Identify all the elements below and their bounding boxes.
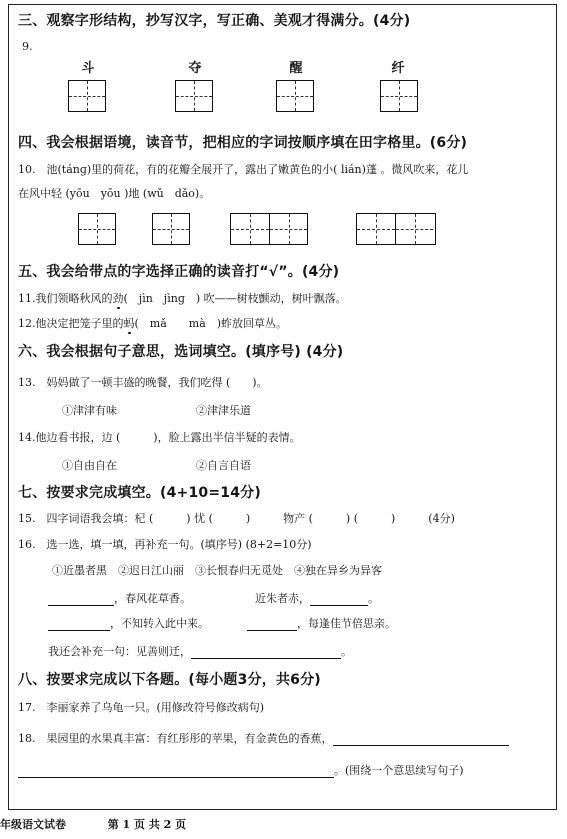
tianzige-box[interactable] (276, 80, 314, 112)
dotted-char: 劲 (112, 292, 124, 305)
question-12: 12.他决定把笼子里的蚂( mǎ mà )蚱放回草丛。 (18, 317, 288, 330)
question-15: 15. 四字词语我会填：杞 ( ) 忧 ( ) 物产 ( ) ( ) (4分) (18, 512, 455, 525)
char-dou: 斗 (81, 61, 95, 76)
question-13: 13. 妈妈做了一顿丰盛的晚餐，我们吃得 ( )。 (18, 376, 268, 389)
answer-blank[interactable] (48, 630, 110, 631)
question-16: 16. 选一选，填一填，再补充一句。(填序号) (8+2=10分) (18, 538, 312, 551)
q16-supplement: 我还会补充一句：见善则迁， 。 (48, 645, 352, 658)
tianzige-double-box[interactable] (356, 213, 436, 245)
section-7-title: 七、按要求完成填空。(4+10=14分) (18, 485, 261, 501)
q16-fill-row-1: ，春风花草香。 近朱者赤， 。 (48, 590, 379, 606)
section-3-title: 三、观察字形结构，抄写汉字，写正确、美观才得满分。(4分) (18, 13, 411, 29)
tianzige-box[interactable] (78, 213, 116, 245)
tianzige-box[interactable] (380, 80, 418, 112)
tianzige-double-box[interactable] (230, 213, 308, 245)
footer-exam-name: 年级语文试卷 (0, 818, 66, 831)
section-8-title: 八、按要求完成以下各题。(每小题3分，共6分) (18, 672, 321, 688)
q16-fill-row-2: ，不知转入此中来。 ，每逢佳节倍思亲。 (48, 615, 396, 631)
q13-option-2: ②津津乐道 (196, 404, 251, 417)
page-footer (0, 816, 186, 832)
tianzige-box[interactable] (175, 80, 213, 112)
answer-blank[interactable] (247, 630, 297, 631)
q13-option-1: ①津津有味 (62, 404, 117, 417)
dotted-char: 蚂 (123, 317, 135, 330)
answer-blank[interactable] (310, 605, 368, 606)
question-17: 17. 李丽家养了乌龟一只。(用修改符号修改病句) (18, 701, 265, 714)
answer-blank[interactable] (191, 658, 341, 659)
char-xing: 醒 (289, 61, 303, 76)
question-14: 14.他边看书报，边 ( )，脸上露出半信半疑的表情。 (18, 431, 301, 444)
question-9-number: 9. (22, 40, 33, 53)
section-5-title: 五、我会给带点的字选择正确的读音打“√”。(4分) (18, 264, 340, 280)
tianzige-box[interactable] (152, 213, 190, 245)
question-18: 18. 果园里的水果真丰富：有红彤彤的苹果，有金黄色的香蕉， (18, 730, 509, 746)
question-10-line2: 在风中轻 (yōu yōu )地 (wǔ dǎo)。 (18, 187, 211, 200)
section-4-title: 四、我会根据语境，读音节，把相应的字词按顺序填在田字格里。(6分) (18, 135, 468, 151)
q14-option-1: ①自由自在 (62, 459, 117, 472)
answer-blank[interactable] (333, 745, 509, 746)
answer-blank[interactable] (48, 605, 114, 606)
question-11: 11.我们领略秋风的劲( jìn jìnɡ ) 吹——树枝颤动，树叶飘落。 (18, 292, 347, 305)
answer-blank[interactable] (18, 777, 334, 778)
question-10-line1: 10. 池(tánɡ)里的荷花，有的花瓣全展开了，露出了嫩黄色的小( lián)蓬 。微风吹来，花儿 (18, 163, 469, 176)
char-duo: 夺 (188, 61, 202, 76)
tianzige-box[interactable] (68, 80, 106, 112)
footer-page-number: 第 1 页 共 2 页 (107, 818, 187, 831)
section-6-title: 六、我会根据句子意思，选词填空。(填序号) (4分) (18, 344, 344, 360)
q16-options: ①近墨者黑 ②迟日江山丽 ③长恨春归无觅处 ④独在异乡为异客 (52, 564, 382, 577)
char-xian: 纤 (391, 61, 405, 76)
question-18-continue: 。(围绕一个意思续写句子) (18, 762, 464, 778)
q14-option-2: ②自言自语 (196, 459, 251, 472)
